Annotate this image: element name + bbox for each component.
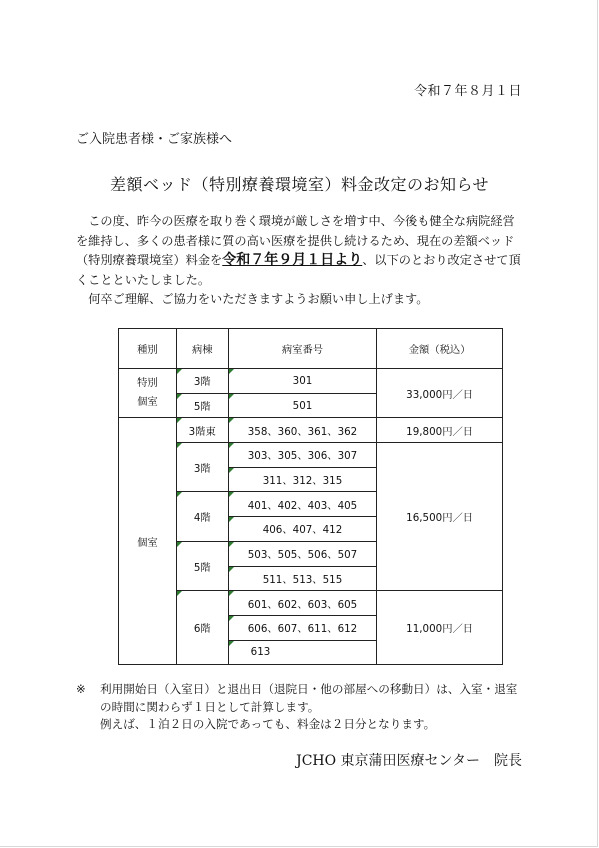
paragraph-text: 、以下のとおり改定させて頂くことといたしました。: [76, 253, 521, 287]
table-row: [119, 418, 503, 443]
room-numbers-cell: 613: [228, 640, 377, 665]
room-numbers-cell: 511、513、515: [228, 566, 377, 591]
category-special-private: 特別 個室: [119, 369, 177, 418]
header-ward: 病棟: [176, 329, 228, 369]
document-date: 令和７年８月１日: [413, 84, 522, 99]
effective-date-emphasis: 令和７年９月１日より: [222, 252, 363, 268]
room-numbers-cell: 606、607、611、612: [228, 615, 377, 640]
price-cell: 11,000円／日: [377, 591, 503, 665]
note-line-1: 利用開始日（入室日）と退出日（退院日・他の部屋への移動日）は、入室・退室の時間に関わらず１日として計算します。: [100, 682, 518, 714]
notice-body: [76, 212, 523, 310]
price-cell: 16,500円／日: [377, 443, 503, 591]
header-price: 金額（税込）: [377, 329, 503, 369]
table-header-row: [119, 329, 503, 369]
ward-cell: 3階: [176, 369, 228, 394]
document-title: 差額ベッド（特別療養環境室）料金改定のお知らせ: [109, 175, 490, 194]
greeting: ご入院患者様・ご家族様へ: [76, 132, 233, 147]
room-numbers-cell: 311、312、315: [228, 467, 377, 492]
room-fee-table: [118, 328, 503, 665]
room-numbers-cell: 406、407、412: [228, 517, 377, 542]
ward-cell: 4階: [176, 492, 228, 541]
header-category: 種別: [119, 329, 177, 369]
reference-mark: ※: [76, 682, 86, 696]
table-row: [119, 369, 503, 394]
billing-note: [76, 681, 526, 734]
ward-cell: 5階: [176, 541, 228, 590]
room-numbers-cell: 401、402、403、405: [228, 492, 377, 517]
notice-paragraph-1: [76, 212, 523, 290]
paragraph-text: この度、昨今の医療を取り巻く環境が厳しさを増す中、今後も健全な病院経営を維持し、多くの患者様に質の高い医療を提供し続けるため、現在の差額ベッド（特別療養環境室）料金を: [76, 214, 515, 267]
notice-paragraph-2: 何卒ご理解、ご協力をいただきますようお願い申し上げます。: [88, 292, 429, 306]
ward-cell: 6階: [176, 591, 228, 665]
price-cell: 33,000円／日: [377, 369, 503, 418]
note-row: [76, 681, 526, 716]
table-row: [119, 591, 503, 616]
room-numbers-cell: 301: [228, 369, 377, 394]
room-numbers-cell: 501: [228, 393, 377, 418]
room-numbers-cell: 303、305、306、307: [228, 443, 377, 468]
room-numbers-cell: 503、505、506、507: [228, 541, 377, 566]
signature: JCHO 東京蒲田医療センター 院長: [296, 753, 522, 769]
category-private: 個室: [119, 418, 177, 665]
ward-cell: 3階: [176, 443, 228, 492]
note-line-2: 例えば、１泊２日の入院であっても、料金は２日分となります。: [100, 717, 436, 731]
room-numbers-cell: 358、360、361、362: [228, 418, 377, 443]
ward-cell: 3階東: [176, 418, 228, 443]
ward-cell: 5階: [176, 393, 228, 418]
room-numbers-cell: 601、602、603、605: [228, 591, 377, 616]
header-room-numbers: 病室番号: [228, 329, 377, 369]
table-row: [119, 443, 503, 468]
price-cell: 19,800円／日: [377, 418, 503, 443]
